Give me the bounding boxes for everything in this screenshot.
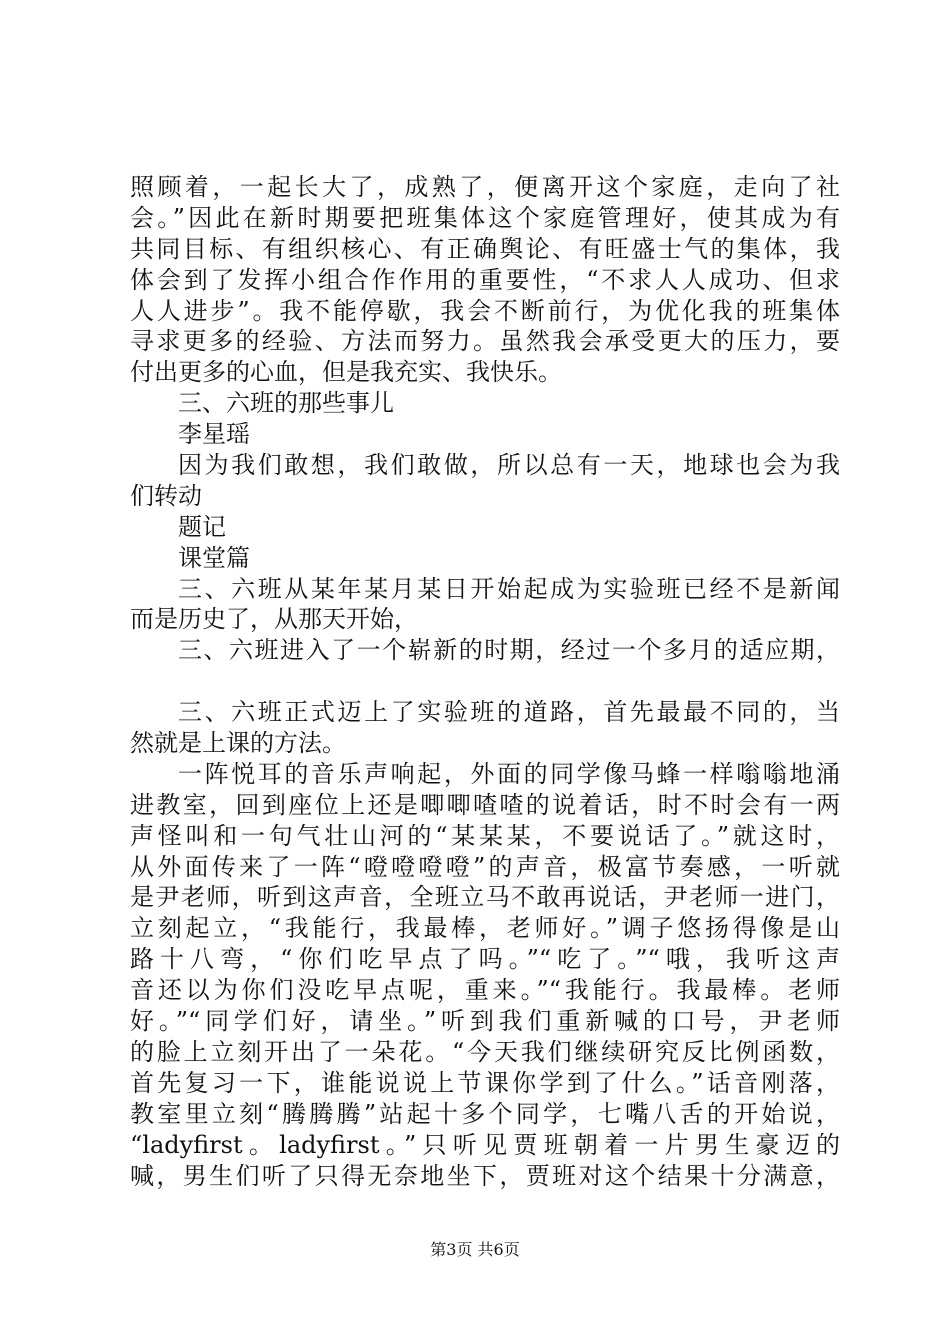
- text-line: 共同目标、有组织核心、有正确舆论、有旺盛士气的集体，我: [130, 234, 840, 263]
- text-line: 首先复习一下，谁能说说上节课你学到了什么。”话音刚落，: [130, 1068, 840, 1097]
- text-line: 体会到了发挥小组合作作用的重要性，“不求人人成功、但求: [130, 265, 840, 294]
- text-line: 寻求更多的经验、方法而努力。虽然我会承受更大的压力，要: [130, 327, 840, 356]
- text-line: 付出更多的心血，但是我充实、我快乐。: [130, 358, 562, 387]
- text-line: 从外面传来了一阵“噔噔噔噔”的声音，极富节奏感，一听就: [130, 852, 840, 881]
- text-line: 路十八弯，“你们吃早点了吗。”“吃了。”“哦，我听这声: [130, 945, 840, 974]
- text-line: 因为我们敢想，我们敢做，所以总有一天，地球也会为我: [178, 451, 840, 480]
- text-line: 声怪叫和一句气壮山河的“某某某，不要说话了。”就这时，: [130, 821, 840, 850]
- text-line: 然就是上课的方法。: [130, 729, 346, 758]
- text-line: “ladyfirst。ladyfirst。”只听见贾班朝着一片男生豪迈的: [130, 1130, 840, 1159]
- text-line: 音还以为你们没吃早点呢，重来。”“我能行。我最棒。老师: [130, 976, 840, 1005]
- page-number-footer: 第3页 共6页: [430, 1240, 520, 1259]
- text-line: 是尹老师，听到这声音，全班立马不敢再说话，尹老师一进门，: [130, 883, 840, 912]
- text-line: 三、六班进入了一个崭新的时期，经过一个多月的适应期，: [178, 636, 840, 665]
- author-name: 李星瑶: [178, 420, 250, 449]
- blank-line: [130, 666, 840, 697]
- text-line: 进教室，回到座位上还是唧唧喳喳的说着话，时不时会有一两: [130, 790, 840, 819]
- text-line: 而是历史了，从那天开始，: [130, 605, 418, 634]
- text-line: 的脸上立刻开出了一朵花。“今天我们继续研究反比例函数，: [130, 1037, 840, 1066]
- text-line: 一阵悦耳的音乐声响起，外面的同学像马蜂一样嗡嗡地涌: [178, 759, 840, 788]
- text-line: 三、六班正式迈上了实验班的道路，首先最最不同的，当: [178, 698, 840, 727]
- document-body: [130, 172, 840, 1191]
- text-line: 们转动: [130, 481, 202, 510]
- text-line: 三、六班从某年某月某日开始起成为实验班已经不是新闻: [178, 574, 840, 603]
- text-line: 题记: [178, 512, 226, 541]
- text-line: 照顾着，一起长大了，成熟了，便离开这个家庭，走向了社: [130, 173, 840, 201]
- text-line: 人人进步”。我不能停歇，我会不断前行，为优化我的班集体: [130, 296, 840, 325]
- text-line: 立刻起立，“我能行，我最棒，老师好。”调子悠扬得像是山: [130, 914, 840, 943]
- text-line: 会。”因此在新时期要把班集体这个家庭管理好，使其成为有: [130, 203, 840, 232]
- text-line: 好。”“同学们好，请坐。”听到我们重新喊的口号，尹老师: [130, 1007, 840, 1036]
- text-line: 教室里立刻“腾腾腾”站起十多个同学，七嘴八舌的开始说，: [130, 1099, 840, 1128]
- text-line: 喊，男生们听了只得无奈地坐下，贾班对这个结果十分满意，: [130, 1161, 840, 1190]
- section-heading: 三、六班的那些事儿: [178, 389, 394, 418]
- subsection-heading: 课堂篇: [178, 543, 250, 572]
